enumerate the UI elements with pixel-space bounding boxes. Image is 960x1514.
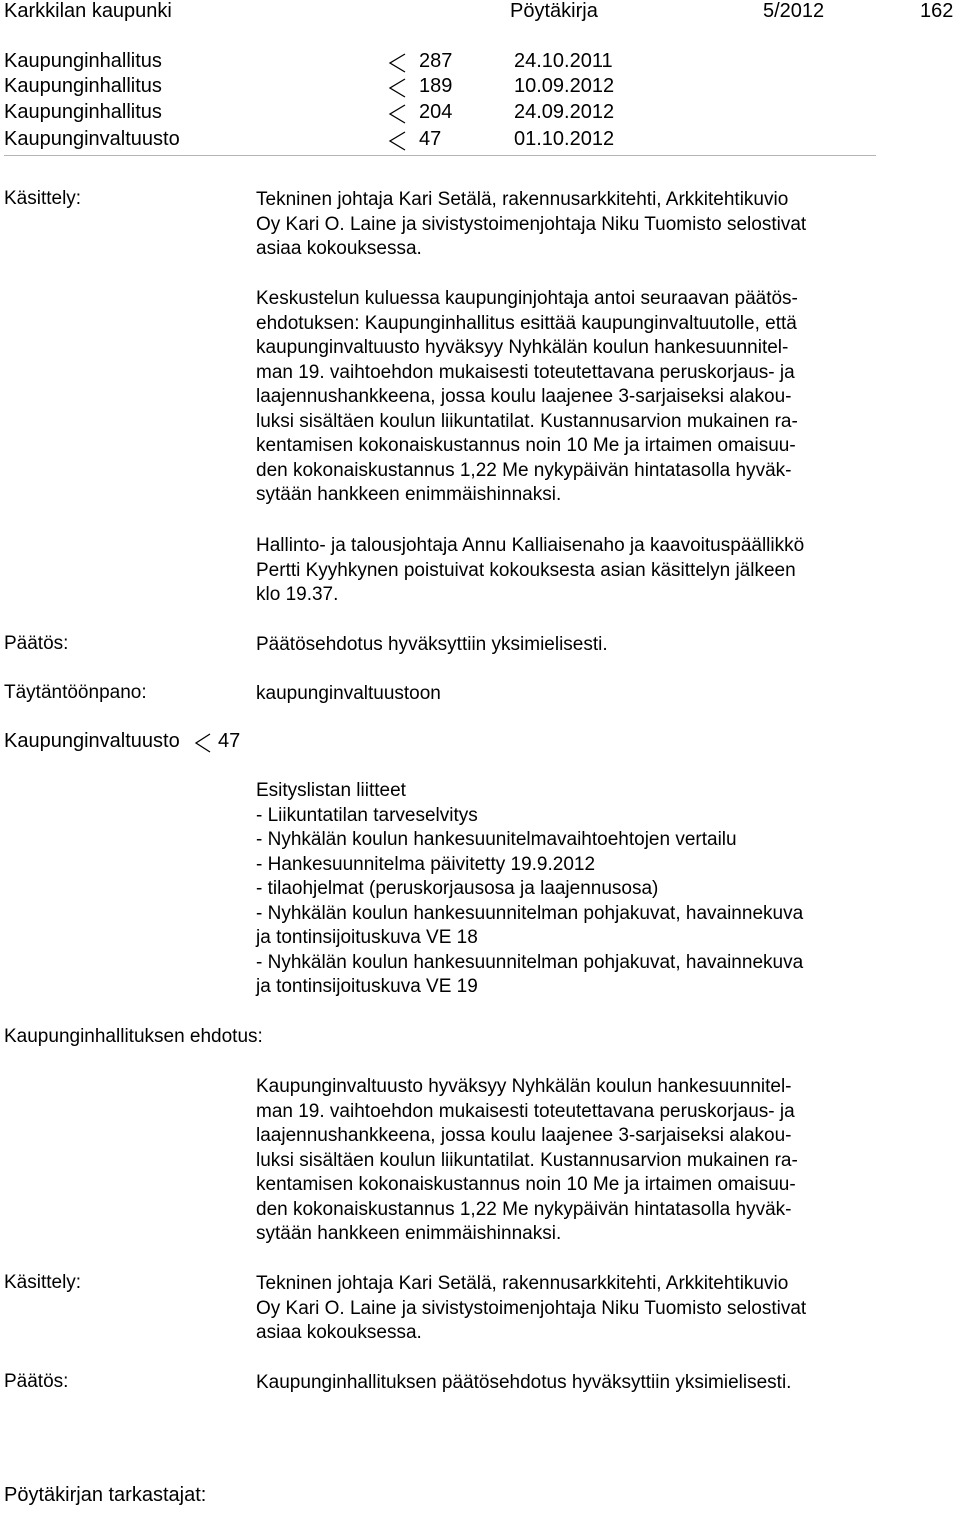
text-line: man 19. vaihtoehdon mukaisesti toteutettavana peruskorjaus- ja bbox=[256, 361, 795, 383]
text-line: Kaupunginvaltuusto hyväksyy Nyhkälän koulun hankesuunnitel- bbox=[256, 1076, 792, 1097]
reference-body: Kaupunginvaltuusto bbox=[4, 128, 180, 150]
text-line: - tilaohjelmat (peruskorjausosa ja laajennusosa) bbox=[256, 878, 659, 899]
reference-date: 24.10.2011 bbox=[514, 50, 613, 72]
reference-date: 10.09.2012 bbox=[514, 75, 615, 97]
reference-body: Kaupunginhallitus bbox=[4, 50, 162, 72]
reference-number: 204 bbox=[419, 101, 453, 123]
text-line: Pertti Kyyhkynen poistuivat kokouksesta asian käsittelyn jälkeen bbox=[256, 559, 796, 581]
text-line: Tekninen johtaja Kari Setälä, rakennusarkkitehti, Arkkitehtikuvio bbox=[256, 1273, 789, 1294]
header-divider bbox=[4, 155, 876, 156]
reference-number: 47 bbox=[419, 128, 442, 150]
text-line: Kaupunginhallituksen päätösehdotus hyväksyttiin yksimielisesti. bbox=[256, 1372, 792, 1393]
kasittely-label: Käsittely: bbox=[4, 1272, 82, 1293]
proposal-label: Kaupunginhallituksen ehdotus: bbox=[4, 1026, 263, 1047]
reference-row bbox=[4, 50, 944, 76]
arrow-icon bbox=[387, 130, 409, 152]
issue-number: 5/2012 bbox=[763, 0, 825, 22]
text-line: Päätösehdotus hyväksyttiin yksimielisesti. bbox=[256, 634, 608, 655]
municipality-name: Karkkilan kaupunki bbox=[4, 0, 172, 22]
text-line: - Nyhkälän koulun hankesuunitelmavaihtoehtojen vertailu bbox=[256, 829, 737, 850]
text-line: kentamisen kokonaiskustannus noin 10 Me ja irtaimen omaisuu- bbox=[256, 1174, 796, 1195]
text-line: sytään hankkeen enimmäishinnaksi. bbox=[256, 484, 562, 505]
text-line: - Nyhkälän koulun hankesuunnitelman pohjakuvat, havainnekuva bbox=[256, 902, 804, 924]
reference-number: 189 bbox=[419, 75, 453, 97]
page-number: 162 bbox=[920, 0, 954, 22]
paatos-label: Päätös: bbox=[4, 633, 69, 654]
text-line: Tekninen johtaja Kari Setälä, rakennusarkkitehti, Arkkitehtikuvio bbox=[256, 189, 789, 210]
paatos-label: Päätös: bbox=[4, 1371, 69, 1392]
text-line: man 19. vaihtoehdon mukaisesti toteutettavana peruskorjaus- ja bbox=[256, 1100, 795, 1122]
text-line: Oy Kari O. Laine ja sivistystoimenjohtaja Niku Tuomisto selostivat bbox=[256, 213, 807, 235]
text-line: den kokonaiskustannus 1,22 Me nykypäivän hintatasolla hyväk- bbox=[256, 1198, 792, 1220]
reference-date: 01.10.2012 bbox=[514, 128, 615, 150]
text-line: kentamisen kokonaiskustannus noin 10 Me ja irtaimen omaisuu- bbox=[256, 435, 796, 456]
text-line: ja tontinsijoituskuva VE 18 bbox=[256, 927, 478, 948]
document-type: Pöytäkirja bbox=[510, 0, 598, 22]
reference-row bbox=[4, 101, 944, 127]
attachments-list bbox=[256, 779, 896, 1000]
text-line: klo 19.37. bbox=[256, 584, 339, 605]
text-line: kaupunginvaltuustoon bbox=[256, 683, 441, 704]
text-line: - Liikuntatilan tarveselvitys bbox=[256, 804, 478, 826]
text-line: kaupunginvaltuusto hyväksyy Nyhkälän koulun hankesuunnitel- bbox=[256, 337, 789, 358]
reference-row bbox=[4, 75, 944, 101]
reference-number: 287 bbox=[419, 50, 453, 72]
reference-row bbox=[4, 128, 944, 154]
arrow-icon bbox=[387, 52, 409, 74]
reference-date: 24.09.2012 bbox=[514, 101, 615, 123]
text-line: Keskustelun kuluessa kaupunginjohtaja antoi seuraavan päätös- bbox=[256, 288, 798, 309]
arrow-icon bbox=[193, 732, 213, 754]
text-line: laajennushankkeena, jossa koulu laajenee 3-sarjaiseksi alakou- bbox=[256, 386, 792, 407]
section2-number: 47 bbox=[218, 730, 241, 752]
text-line: Oy Kari O. Laine ja sivistystoimenjohtaja Niku Tuomisto selostivat bbox=[256, 1297, 807, 1319]
text-line: Esityslistan liitteet bbox=[256, 780, 406, 801]
kasittely-text bbox=[256, 1272, 896, 1346]
text-line: ehdotuksen: Kaupunginhallitus esittää kaupunginvaltuutolle, että bbox=[256, 312, 797, 334]
section2-body: Kaupunginvaltuusto bbox=[4, 730, 180, 752]
text-line: ja tontinsijoituskuva VE 19 bbox=[256, 976, 478, 997]
text-line: sytään hankkeen enimmäishinnaksi. bbox=[256, 1223, 562, 1244]
kasittely-text bbox=[256, 188, 896, 262]
kasittely-label: Käsittely: bbox=[4, 188, 82, 209]
text-line: asiaa kokouksessa. bbox=[256, 1322, 422, 1343]
text-line: asiaa kokouksessa. bbox=[256, 238, 422, 259]
text-line: - Hankesuunnitelma päivitetty 19.9.2012 bbox=[256, 853, 596, 875]
arrow-icon bbox=[387, 77, 409, 99]
text-line: luksi sisältäen koulun liikuntatilat. Kustannusarvion mukainen ra- bbox=[256, 1149, 798, 1171]
text-line: - Nyhkälän koulun hankesuunnitelman pohjakuvat, havainnekuva bbox=[256, 951, 804, 973]
arrow-icon bbox=[387, 103, 409, 125]
text-line: Hallinto- ja talousjohtaja Annu Kalliaisenaho ja kaavoituspäällikkö bbox=[256, 535, 805, 556]
taytanto-text bbox=[256, 682, 896, 707]
checkers-label: Pöytäkirjan tarkastajat: bbox=[4, 1484, 207, 1506]
proposal-text bbox=[256, 1075, 896, 1247]
taytanto-label: Täytäntöönpano: bbox=[4, 682, 147, 703]
text-line: den kokonaiskustannus 1,22 Me nykypäivän hintatasolla hyväk- bbox=[256, 459, 792, 481]
text-line: luksi sisältäen koulun liikuntatilat. Kustannusarvion mukainen ra- bbox=[256, 410, 798, 432]
departure-text bbox=[256, 534, 896, 608]
reference-body: Kaupunginhallitus bbox=[4, 75, 162, 97]
discussion-text bbox=[256, 287, 896, 508]
paatos-text bbox=[256, 633, 896, 658]
paatos-text bbox=[256, 1371, 896, 1396]
text-line: laajennushankkeena, jossa koulu laajenee 3-sarjaiseksi alakou- bbox=[256, 1125, 792, 1146]
reference-body: Kaupunginhallitus bbox=[4, 101, 162, 123]
